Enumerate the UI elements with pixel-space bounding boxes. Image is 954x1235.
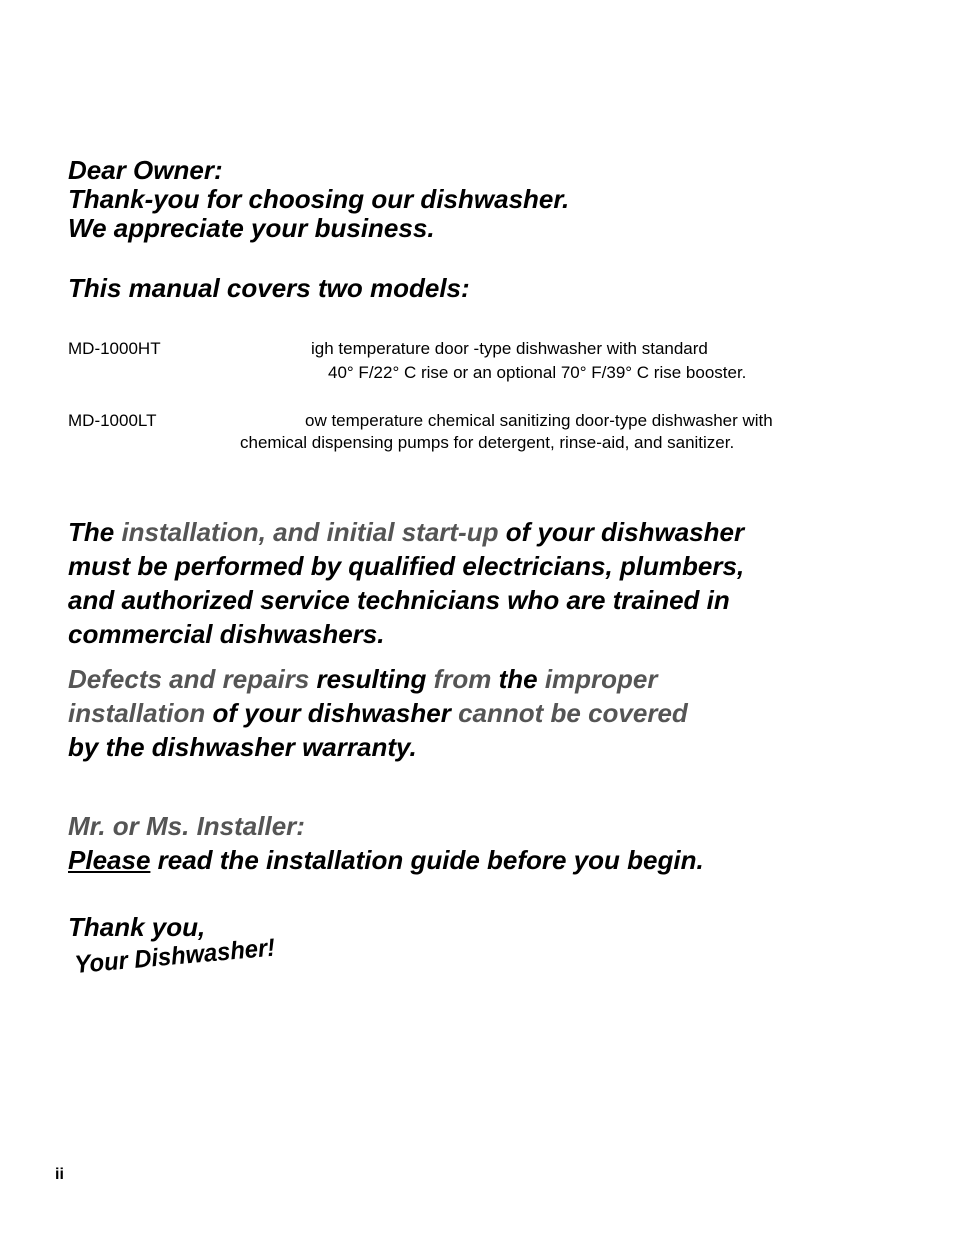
page-number: ii — [55, 1166, 64, 1183]
warranty-emphasis: cannot be covered — [458, 698, 688, 728]
greeting-salutation: Dear Owner: — [68, 155, 223, 185]
warranty-text: of your dishwasher — [205, 698, 459, 728]
closing-thanks: Thank you, — [68, 912, 206, 942]
please-emphasis: Please — [68, 845, 151, 875]
signature: Your Dishwasher! — [73, 933, 277, 980]
greeting-appreciation: We appreciate your business. — [68, 213, 435, 243]
warranty-emphasis: from — [433, 664, 492, 694]
notice-emphasis: installation, and initial start-up — [121, 517, 499, 547]
warranty-text: the — [491, 664, 545, 694]
warranty-text: resulting — [309, 664, 434, 694]
warranty-emphasis: installation — [68, 698, 206, 728]
warranty-notice — [68, 662, 828, 764]
notice-text: commercial dishwashers. — [68, 619, 385, 649]
model-id: MD-1000HT — [68, 339, 161, 358]
notice-text: must be performed by qualified electricians, plumbers, — [68, 551, 745, 581]
warranty-emphasis: Defects and repairs — [68, 664, 310, 694]
installation-notice — [68, 515, 828, 651]
model-id: MD-1000LT — [68, 411, 157, 430]
model-description-line: 40° F/22° C rise or an optional 70° F/39° C rise booster. — [328, 363, 747, 382]
model-description-line: ow temperature chemical sanitizing door-type dishwasher with — [305, 411, 773, 430]
installer-heading: Mr. or Ms. Installer: — [68, 811, 305, 841]
warranty-text: by the dishwasher warranty. — [68, 732, 417, 762]
model-description-line: igh temperature door -type dishwasher with standard — [311, 339, 708, 358]
greeting — [68, 156, 569, 243]
installer-instruction: read the installation guide before you begin. — [150, 845, 704, 875]
greeting-thanks: Thank-you for choosing our dishwasher. — [68, 184, 570, 214]
notice-text: The — [68, 517, 122, 547]
warranty-emphasis: improper — [544, 664, 658, 694]
models-heading: This manual covers two models: — [68, 273, 470, 303]
notice-text: of your dishwasher — [498, 517, 745, 547]
notice-text: and authorized service technicians who are trained in — [68, 585, 730, 615]
model-description-line: chemical dispensing pumps for detergent, rinse-aid, and sanitizer. — [240, 433, 735, 452]
installer-note — [68, 809, 704, 877]
